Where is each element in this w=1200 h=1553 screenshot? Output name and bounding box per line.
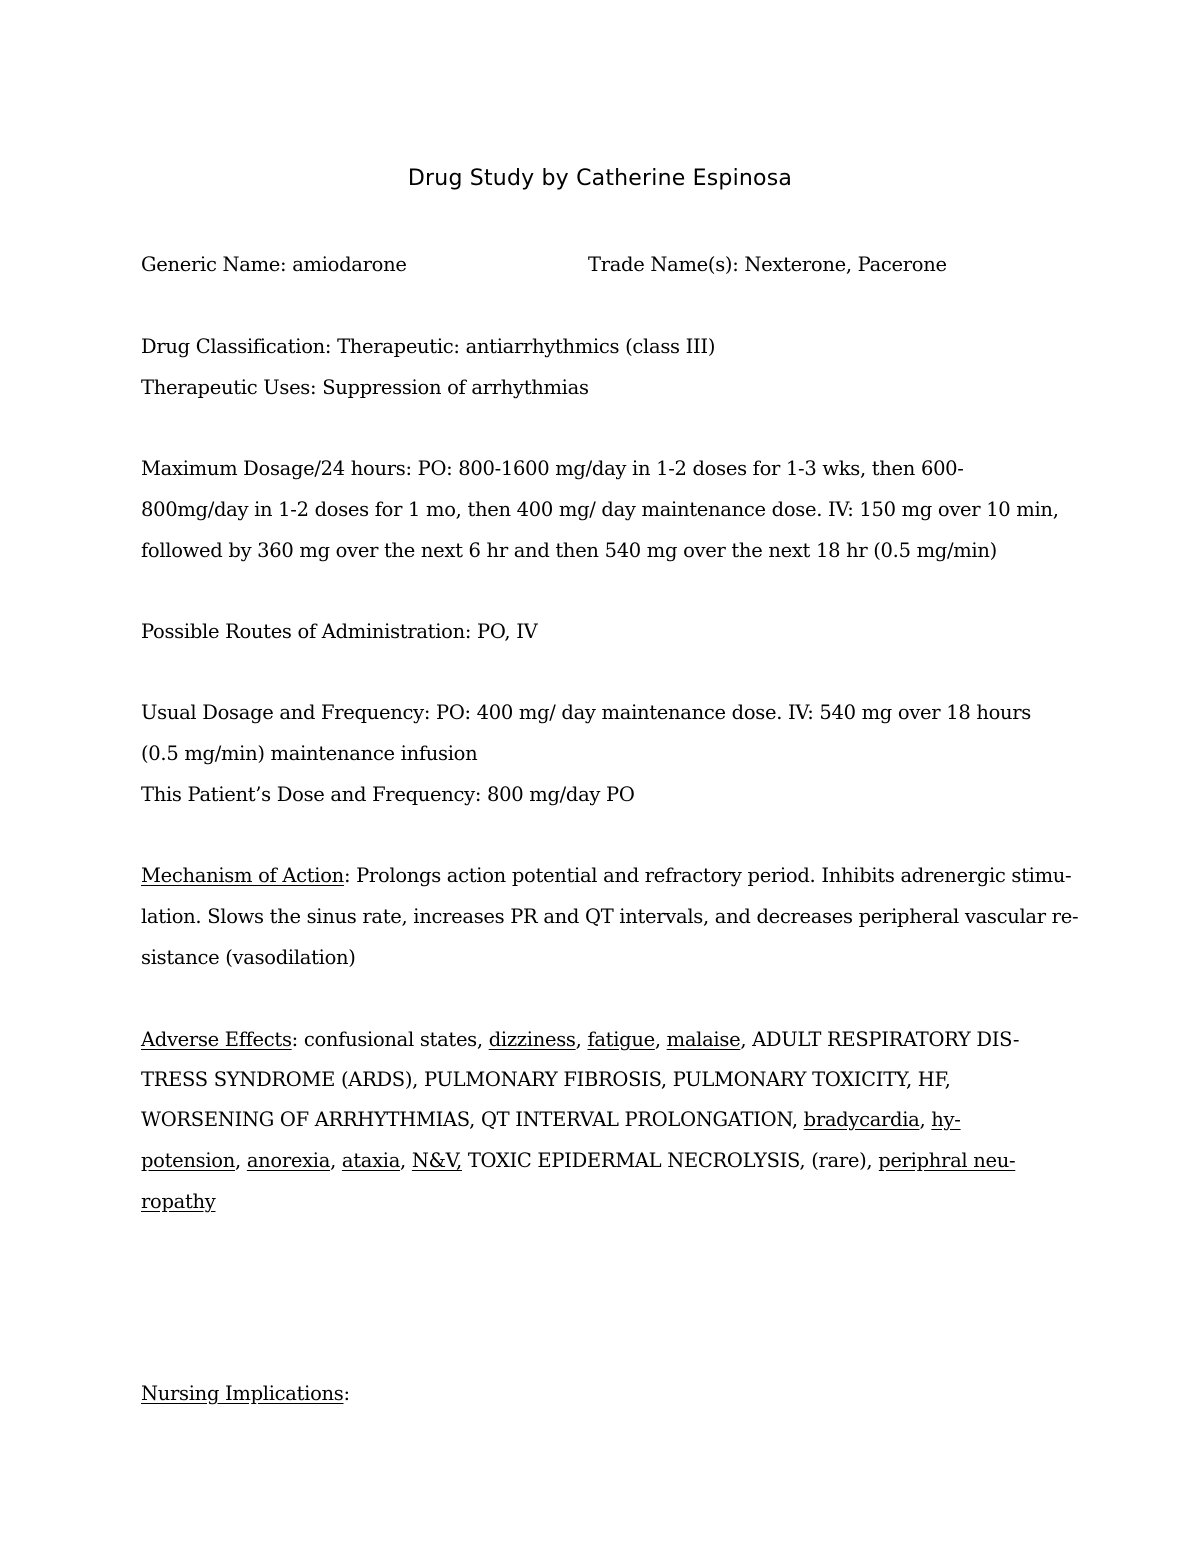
- mechanism-heading: Mechanism of Action: [141, 864, 344, 887]
- max-dosage-line-2: 800mg/day in 1-2 doses for 1 mo, then 400 mg/ day maintenance dose. IV: 150 mg over 10 min,: [141, 498, 1059, 521]
- usual-dosage-line-2: (0.5 mg/min) maintenance infusion: [141, 742, 478, 765]
- adverse-bradycardia: bradycardia: [803, 1108, 920, 1131]
- nursing-colon: :: [343, 1382, 350, 1405]
- adverse-text-3: WORSENING OF ARRHYTHMIAS, QT INTERVAL PROLONGATION,: [141, 1108, 804, 1131]
- adverse-line-5: [141, 1190, 215, 1213]
- classification-label: Drug Classification:: [141, 335, 332, 358]
- trade-name-line: [588, 253, 947, 276]
- adverse-malaise: malaise: [666, 1028, 741, 1051]
- adverse-text-4-tail: TOXIC EPIDERMAL NECROLYSIS, (rare),: [461, 1149, 879, 1172]
- patient-dose-label: This Patient’s Dose and Frequency:: [141, 783, 482, 806]
- uses-label: Therapeutic Uses:: [141, 376, 317, 399]
- therapeutic-uses-line: [141, 376, 589, 399]
- generic-name-value: amiodarone: [292, 253, 407, 276]
- classification-value: Therapeutic: antiarrhythmics (class III): [337, 335, 716, 358]
- mechanism-line-1: [141, 864, 1071, 887]
- adverse-anorexia: anorexia: [246, 1149, 331, 1172]
- generic-name-label: Generic Name:: [141, 253, 287, 276]
- adverse-line-1: Adverse Effects: confusional states, dizziness, fatigue, malaise, ADULT RESPIRATORY DIS-: [141, 1028, 1020, 1051]
- trade-name-value: Nexterone, Pacerone: [744, 253, 947, 276]
- adverse-text-1-tail: , ADULT RESPIRATORY DIS-: [740, 1028, 1020, 1051]
- adverse-line-2: TRESS SYNDROME (ARDS), PULMONARY FIBROSIS, PULMONARY TOXICITY, HF,: [141, 1068, 951, 1091]
- mechanism-line-3: sistance (vasodilation): [141, 946, 356, 969]
- adverse-ataxia: ataxia: [341, 1149, 401, 1172]
- adverse-line-3: WORSENING OF ARRHYTHMIAS, QT INTERVAL PROLONGATION, bradycardia, hy-: [141, 1108, 961, 1131]
- adverse-line-4: potension, anorexia, ataxia, N&V, TOXIC EPIDERMAL NECROLYSIS, (rare), periphral neu-: [141, 1149, 1016, 1172]
- generic-name-line: [141, 253, 407, 276]
- document-title: Drug Study by Catherine Espinosa: [407, 166, 793, 191]
- uses-value: Suppression of arrhythmias: [322, 376, 589, 399]
- mechanism-line-2: lation. Slows the sinus rate, increases PR and QT intervals, and decreases peripheral vascular re-: [141, 905, 1079, 928]
- patient-dose-value: 800 mg/day PO: [487, 783, 635, 806]
- max-dosage-line-3: followed by 360 mg over the next 6 hr and then 540 mg over the next 18 hr (0.5 mg/min): [141, 539, 997, 562]
- adverse-hypotension-b: potension: [141, 1149, 236, 1172]
- mechanism-text-1: : Prolongs action potential and refractory period. Inhibits adrenergic stimu-: [343, 864, 1072, 887]
- trade-name-label: Trade Name(s):: [588, 253, 739, 276]
- adverse-nv: N&V,: [411, 1149, 462, 1172]
- adverse-heading: Adverse Effects: [141, 1028, 292, 1051]
- nursing-heading: Nursing Implications: [141, 1382, 344, 1405]
- adverse-text-1: : confusional states,: [291, 1028, 489, 1051]
- max-dosage-line-1: Maximum Dosage/24 hours: PO: 800-1600 mg/day in 1-2 doses for 1-3 wks, then 600-: [141, 457, 964, 480]
- adverse-neuropathy-b: ropathy: [141, 1190, 216, 1213]
- routes-label: Possible Routes of Administration:: [141, 620, 472, 643]
- routes-line: [141, 620, 537, 643]
- adverse-neuropathy-a: periphral neu-: [878, 1149, 1016, 1172]
- usual-dosage-line-1: Usual Dosage and Frequency: PO: 400 mg/ day maintenance dose. IV: 540 mg over 18 hours: [141, 701, 1032, 724]
- adverse-hypotension-a: hy-: [931, 1108, 961, 1131]
- nursing-implications-line: [141, 1382, 350, 1405]
- adverse-dizziness: dizziness: [488, 1028, 576, 1051]
- adverse-fatigue: fatigue: [587, 1028, 655, 1051]
- patient-dose-line: [141, 783, 635, 806]
- drug-classification-line: [141, 335, 715, 358]
- routes-value: PO, IV: [477, 620, 538, 643]
